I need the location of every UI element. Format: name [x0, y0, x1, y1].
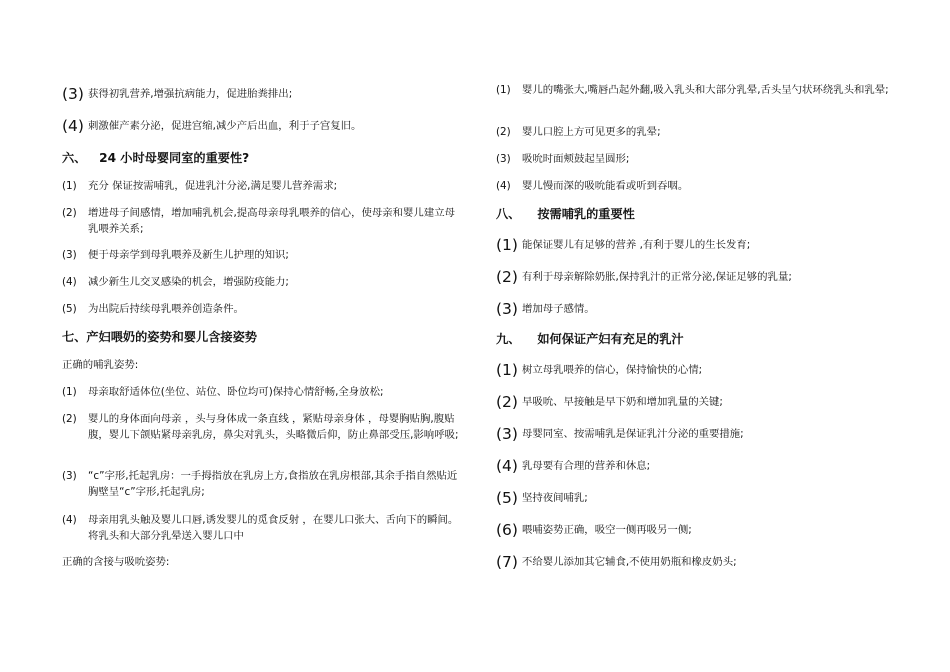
- item-text: 增进母子间感情，增加哺乳机会,提高母亲母乳喂养的信心，使母亲和婴儿建立母乳喂养关系;: [88, 207, 455, 235]
- item-number: (3): [62, 470, 77, 482]
- section-heading: 七、产妇喂奶的姿势和婴儿含接姿势: [62, 330, 257, 344]
- item-text: 吸吮时面颊鼓起呈圆形;: [522, 153, 630, 165]
- item-number: (5): [496, 489, 518, 507]
- item-number: (7): [496, 553, 518, 571]
- item-number: (4): [496, 457, 518, 475]
- item-number: (1): [62, 180, 77, 192]
- list-item: [496, 458, 650, 474]
- item-number: (4): [62, 514, 77, 526]
- item-number: (1): [496, 236, 518, 254]
- list-item: [62, 274, 289, 290]
- item-text: 便于母亲学到母乳喂养及新生儿护理的知识;: [88, 249, 289, 261]
- item-text: 乳母要有合理的营养和休息;: [521, 460, 651, 472]
- item-number: (2): [496, 268, 518, 286]
- item-text: 母亲用乳头触及婴儿口唇,诱发婴儿的觅食反射 ，在婴儿口张大、舌向下的瞬间。将乳头和大部分乳晕送入婴儿口中: [88, 514, 459, 542]
- list-item: [496, 426, 744, 442]
- list-item: [496, 82, 889, 98]
- list-item: [496, 522, 692, 538]
- list-item: [496, 490, 588, 506]
- list-item: [496, 394, 723, 410]
- item-text: 增加母子感情。: [521, 303, 595, 315]
- list-item: [496, 269, 792, 285]
- item-number: (3): [496, 153, 511, 165]
- subheading: 正确的含接与吸吮姿势:: [62, 556, 170, 568]
- item-number: (1): [496, 361, 518, 379]
- item-text: 喂哺姿势正确，吸空一侧再吸另一侧;: [521, 524, 692, 536]
- item-text: 婴儿口腔上方可见更多的乳晕;: [522, 126, 661, 138]
- list-item: [496, 124, 661, 140]
- section-heading: 六、 24 小时母婴同室的重要性?: [62, 151, 250, 165]
- item-text: 不给婴儿添加其它辅食,不使用奶瓶和橡皮奶头;: [521, 556, 737, 568]
- item-text: 为出院后持续母乳喂养创造条件。: [88, 303, 244, 315]
- list-item: [62, 178, 337, 194]
- list-item: [62, 118, 361, 134]
- item-text: 树立母乳喂养的信心，保持愉快的心情;: [521, 364, 703, 376]
- item-number: (5): [62, 303, 77, 315]
- item-text: 婴儿的嘴张大,嘴唇凸起外翻,吸入乳头和大部分乳晕,舌头呈勺状环绕乳头和乳晕;: [522, 84, 889, 96]
- list-item: [496, 554, 737, 570]
- item-number: (2): [496, 126, 511, 138]
- item-text: 获得初乳营养,增强抗病能力，促进胎粪排出;: [87, 88, 293, 100]
- list-item: [62, 247, 289, 263]
- item-text: 婴儿慢而深的吸吮能看或听到吞咽。: [522, 180, 689, 192]
- item-text: 婴儿的身体面向母亲 ，头与身体成一条直线 ，紧贴母亲身体 ，母婴胸贴胸,腹贴腹，婴儿下颌贴紧母亲乳房，鼻尖对乳头，头略微后仰，防止鼻部受压,影响呼吸;: [88, 413, 459, 441]
- item-number: (2): [62, 413, 77, 425]
- list-item: [62, 205, 462, 237]
- item-number: (6): [496, 521, 518, 539]
- item-text: 刺激催产素分泌，促进宫缩,减少产后出血，利于子宫复旧。: [87, 120, 362, 132]
- item-text: 能保证婴儿有足够的营养 ,有利于婴儿的生长发育;: [521, 239, 751, 251]
- item-number: (3): [496, 300, 518, 318]
- item-number: (4): [62, 276, 77, 288]
- item-text: 母亲取舒适体位(坐位、站位、卧位均可)保持心情舒畅,全身放松;: [88, 386, 384, 398]
- item-text: 母婴同室、按需哺乳是保证乳汁分泌的重要措施;: [521, 428, 744, 440]
- item-number: (2): [496, 393, 518, 411]
- section-heading: 九、 如何保证产妇有充足的乳汁: [496, 332, 684, 346]
- list-item: [62, 411, 462, 443]
- list-item: [62, 468, 462, 500]
- list-item: [62, 86, 292, 102]
- list-item: [62, 384, 383, 400]
- section-heading: 八、 按需哺乳的重要性: [496, 207, 635, 221]
- item-text: 早吸吮、早接触是早下奶和增加乳量的关键;: [521, 396, 723, 408]
- item-text: 充分 保证按需哺乳，促进乳汁分泌,满足婴儿营养需求;: [88, 180, 338, 192]
- item-number: (2): [62, 207, 77, 219]
- item-text: 坚持夜间哺乳;: [521, 492, 588, 504]
- list-item: [496, 151, 629, 167]
- item-number: (3): [496, 425, 518, 443]
- list-item: [496, 178, 688, 194]
- item-text: “c”字形,托起乳房：一手拇指放在乳房上方,食指放在乳房根部,其余手指自然贴近胸壁呈“c”字形,托起乳房;: [88, 470, 458, 498]
- item-number: (3): [62, 249, 77, 261]
- item-number: (1): [62, 386, 77, 398]
- list-item: [496, 301, 595, 317]
- list-item: [496, 237, 750, 253]
- list-item: [62, 301, 244, 317]
- item-number: (4): [496, 180, 511, 192]
- item-number: (3): [62, 85, 84, 103]
- item-text: 减少新生儿交叉感染的机会，增强防疫能力;: [88, 276, 289, 288]
- subheading: 正确的哺乳姿势:: [62, 359, 139, 371]
- item-number: (4): [62, 117, 84, 135]
- item-number: (1): [496, 84, 511, 96]
- list-item: [62, 512, 462, 544]
- list-item: [496, 362, 702, 378]
- item-text: 有利于母亲解除奶胀,保持乳汁的正常分泌,保证足够的乳量;: [521, 271, 792, 283]
